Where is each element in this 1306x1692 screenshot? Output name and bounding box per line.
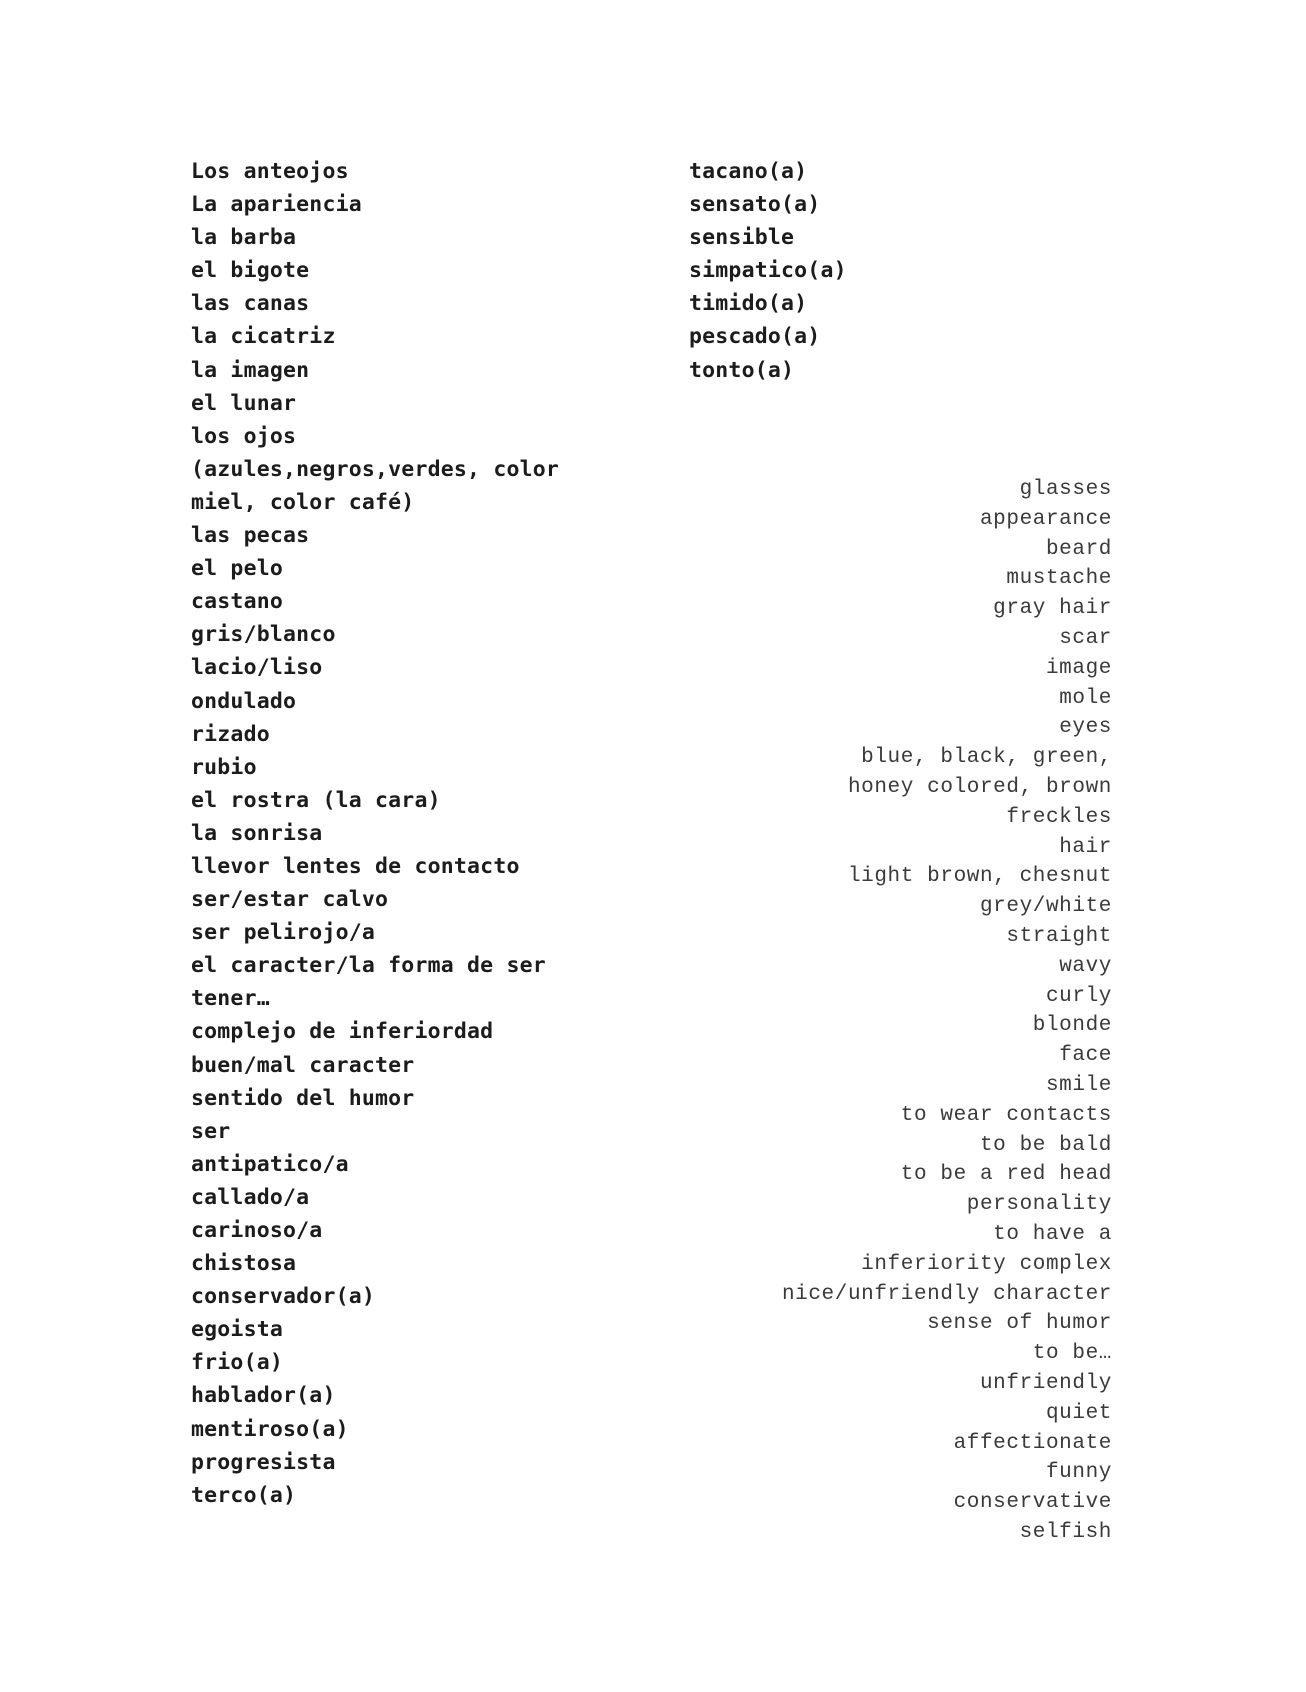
english-translations-item: to be a red head — [900, 1163, 1112, 1187]
english-translations-item: funny — [1045, 1461, 1112, 1485]
spanish-vocabulary-item: los ojos — [191, 423, 297, 449]
spanish-vocabulary-item: el bigote — [191, 258, 310, 284]
spanish-vocabulary-item: castano — [191, 589, 284, 615]
english-translations-item: gray hair — [993, 597, 1112, 621]
spanish-vocabulary-item: La apariencia — [191, 192, 362, 218]
spanish-vocabulary-list — [191, 155, 661, 1512]
english-translations-item: grey/white — [979, 895, 1112, 919]
english-translations-item: affectionate — [953, 1431, 1112, 1455]
spanish-vocabulary-item: hablador(a) — [191, 1383, 336, 1409]
english-translations-item: light brown, chesnut — [847, 865, 1112, 889]
english-translations-item: selfish — [1019, 1520, 1112, 1544]
english-translations-list — [592, 475, 1112, 1548]
english-translations-item: to be bald — [979, 1133, 1112, 1157]
spanish-adjectives-item: pescado(a) — [689, 324, 821, 350]
spanish-adjectives-item: tonto(a) — [689, 357, 795, 383]
spanish-vocabulary-item: chistosa — [191, 1251, 297, 1277]
spanish-vocabulary-item: la sonrisa — [191, 820, 323, 846]
spanish-vocabulary-item: la imagen — [191, 357, 310, 383]
spanish-vocabulary-item: carinoso/a — [191, 1218, 323, 1243]
spanish-vocabulary-item: tener… — [191, 986, 270, 1012]
english-translations-item: sense of humor — [927, 1312, 1112, 1336]
spanish-vocabulary-item: llevor lentes de contacto — [191, 853, 520, 879]
spanish-vocabulary-item: el lunar — [191, 390, 297, 416]
english-translations-item: mole — [1059, 686, 1112, 710]
spanish-adjectives-item: tacano(a) — [689, 159, 808, 184]
spanish-vocabulary-item: complejo de inferiordad — [191, 1019, 494, 1045]
spanish-vocabulary-item: buen/mal caracter — [191, 1052, 415, 1078]
spanish-vocabulary-item: el caracter/la forma de ser — [191, 953, 546, 979]
english-translations-item: wavy — [1059, 954, 1112, 978]
english-translations-item: quiet — [1045, 1401, 1112, 1425]
spanish-vocabulary-item: el pelo — [191, 556, 284, 582]
spanish-adjectives-item: timido(a) — [689, 291, 808, 317]
english-translations-item: unfriendly — [979, 1371, 1112, 1395]
english-translations-item: scar — [1059, 626, 1112, 650]
english-translations-item: mustache — [1006, 567, 1112, 591]
english-translations-item: blue, black, green, — [861, 746, 1112, 770]
english-translations-item: to be… — [1032, 1342, 1112, 1366]
spanish-vocabulary-item: rizado — [191, 721, 270, 747]
spanish-adjectives-item: simpatico(a) — [689, 258, 847, 284]
spanish-vocabulary-item: callado/a — [191, 1184, 310, 1210]
spanish-vocabulary-item: ser — [191, 1118, 231, 1144]
english-translations-item: conservative — [953, 1491, 1112, 1515]
spanish-vocabulary-item: miel, color café) — [191, 489, 415, 515]
spanish-vocabulary-item: lacio/liso — [191, 655, 323, 681]
spanish-vocabulary-item: conservador(a) — [191, 1284, 376, 1310]
english-translations-item: straight — [1006, 924, 1112, 948]
english-translations-item: to wear contacts — [900, 1103, 1112, 1127]
spanish-vocabulary-item: las canas — [191, 291, 310, 317]
english-translations-item: blonde — [1032, 1014, 1112, 1038]
spanish-adjectives-item: sensato(a) — [689, 192, 821, 218]
spanish-adjectives-list — [689, 155, 989, 387]
spanish-vocabulary-item: la barba — [191, 225, 297, 251]
spanish-vocabulary-item: el rostra (la cara) — [191, 787, 441, 813]
spanish-vocabulary-item: rubio — [191, 754, 257, 780]
spanish-vocabulary-item: ondulado — [191, 688, 297, 714]
spanish-vocabulary-item: ser/estar calvo — [191, 887, 389, 913]
spanish-vocabulary-item: frio(a) — [191, 1350, 284, 1376]
spanish-vocabulary-item: ser pelirojo/a — [191, 920, 376, 946]
english-translations-item: image — [1045, 656, 1112, 680]
spanish-adjectives-item: sensible — [689, 225, 795, 251]
spanish-vocabulary-item: egoista — [191, 1317, 284, 1343]
spanish-vocabulary-item: sentido del humor — [191, 1085, 415, 1111]
english-translations-item: freckles — [1006, 805, 1112, 829]
spanish-vocabulary-item: progresista — [191, 1449, 336, 1475]
english-translations-item: nice/unfriendly character — [781, 1282, 1112, 1306]
spanish-vocabulary-item: terco(a) — [191, 1482, 297, 1508]
english-translations-item: honey colored, brown — [847, 775, 1112, 799]
english-translations-item: to have a — [993, 1222, 1112, 1246]
spanish-vocabulary-item: (azules,negros,verdes, color — [191, 456, 560, 482]
spanish-vocabulary-item: mentiroso(a) — [191, 1416, 349, 1442]
spanish-vocabulary-item: las pecas — [191, 523, 310, 549]
english-translations-item: glasses — [1019, 478, 1112, 501]
english-translations-item: smile — [1045, 1073, 1112, 1097]
english-translations-item: inferiority complex — [861, 1252, 1112, 1276]
spanish-vocabulary-item: gris/blanco — [191, 622, 336, 648]
english-translations-item: curly — [1045, 984, 1112, 1008]
english-translations-item: appearance — [979, 507, 1112, 531]
english-translations-item: hair — [1059, 835, 1112, 859]
english-translations-item: beard — [1045, 537, 1112, 561]
english-translations-item: personality — [966, 1193, 1112, 1217]
spanish-vocabulary-item: la cicatriz — [191, 324, 336, 350]
spanish-vocabulary-item: antipatico/a — [191, 1151, 349, 1177]
english-translations-item: face — [1059, 1044, 1112, 1068]
spanish-vocabulary-item: Los anteojos — [191, 159, 349, 184]
english-translations-item: eyes — [1059, 716, 1112, 740]
